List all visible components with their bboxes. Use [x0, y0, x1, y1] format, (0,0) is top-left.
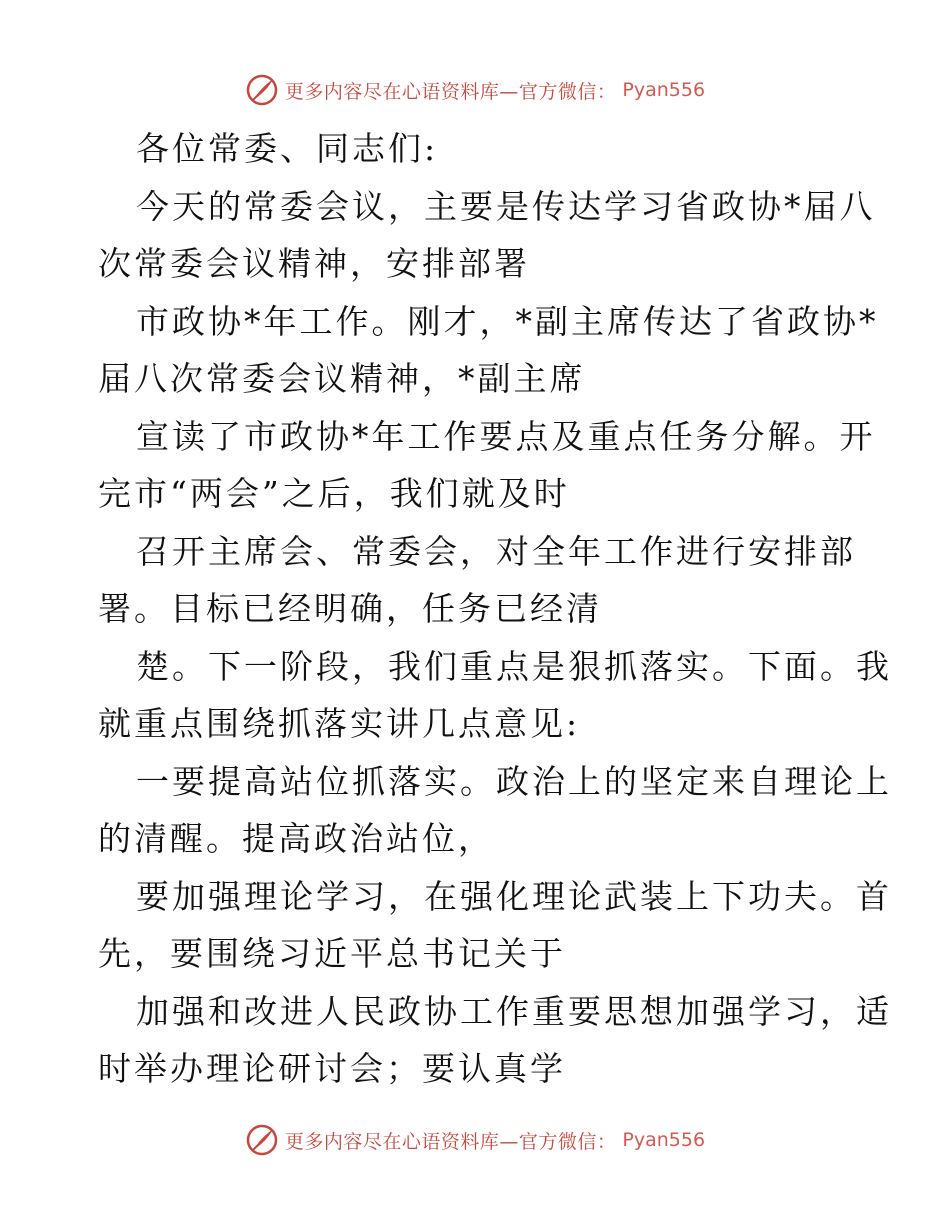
paragraph-line: 楚。下一阶段，我们重点是狠抓落实。下面。我	[136, 646, 892, 686]
paragraph-line: 今天的常委会议，主要是传达学习省政协*届八	[136, 186, 876, 226]
feather-logo-icon	[245, 73, 279, 107]
paragraph-line: 署。目标已经明确，任务已经清	[98, 589, 602, 628]
document-body	[98, 120, 892, 1098]
paragraph-line: 各位常委、同志们:	[136, 129, 439, 168]
paragraph-line: 一要提高站位抓落实。政治上的坚定来自理论上	[136, 761, 892, 801]
banner-wechat-handle: Pyan556	[622, 79, 706, 101]
paragraph-line: 时举办理论研讨会；要认真学	[98, 1049, 566, 1088]
banner-text: 更多内容尽在心语资料库—官方微信：	[284, 80, 617, 103]
paragraph-line: 次常委会议精神，安排部署	[98, 244, 530, 283]
banner-text: 更多内容尽在心语资料库—官方微信：	[284, 1130, 617, 1153]
paragraph-line: 的清醒。提高政治站位，	[98, 819, 494, 858]
paragraph-line: 先，要围绕习近平总书记关于	[98, 934, 566, 973]
paragraph-line: 加强和改进人民政协工作重要思想加强学习，适	[136, 991, 892, 1031]
paragraph-line: 召开主席会、常委会，对全年工作进行安排部	[136, 531, 856, 571]
paragraph-line: 届八次常委会议精神，*副主席	[98, 359, 586, 398]
feather-logo-icon	[245, 1123, 279, 1157]
header-banner	[0, 70, 950, 110]
paragraph-line: 就重点围绕抓落实讲几点意见:	[98, 704, 581, 743]
paragraph-line: 完市“两会”之后，我们就及时	[98, 474, 570, 513]
footer-banner	[0, 1120, 950, 1160]
paragraph-line: 宣读了市政协*年工作要点及重点任务分解。开	[136, 416, 876, 456]
paragraph-line: 市政协*年工作。刚才，*副主席传达了省政协*	[136, 301, 879, 341]
paragraph-line: 要加强理论学习，在强化理论武装上下功夫。首	[136, 876, 892, 916]
banner-wechat-handle: Pyan556	[622, 1129, 706, 1151]
